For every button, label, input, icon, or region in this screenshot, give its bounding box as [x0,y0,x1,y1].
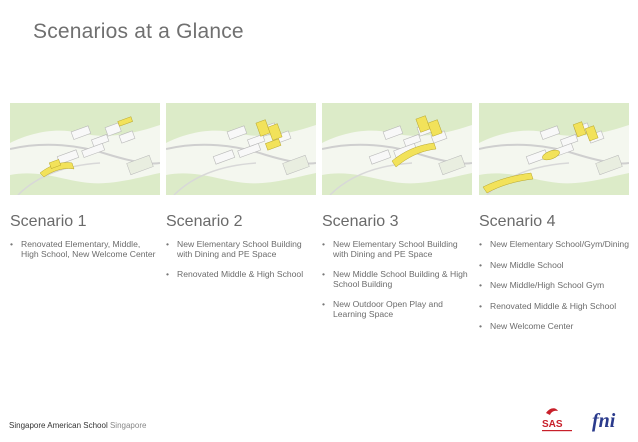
scenario-bullets [166,240,316,280]
footer [9,421,146,430]
scenario-4-column [479,103,629,343]
bullet-item: • New Middle/High School Gym [479,281,629,291]
fni-logo-text: fni [592,410,616,432]
scenario-2-site-plan-image [166,103,316,195]
bullet-item: • Renovated Middle & High School [166,270,316,280]
page-title: Scenarios at a Glance [33,20,244,43]
bullet-item: • New Middle School Building & High School Building [322,270,472,289]
logos [540,403,630,435]
scenario-bullets [479,240,629,332]
scenario-title: Scenario 2 [166,213,243,230]
sas-logo [542,408,572,431]
scenario-title: Scenario 3 [322,213,399,230]
scenario-title: Scenario 4 [479,213,556,230]
scenario-2-column [166,103,316,291]
bullet-item: • New Welcome Center [479,322,629,332]
bullet-item: • Renovated Middle & High School [479,302,629,312]
bullet-item: • New Elementary School Building with Dining and PE Space [322,240,472,259]
footer-school-name: Singapore American School [9,421,108,430]
bullet-item: • New Elementary School Building with Dining and PE Space [166,240,316,259]
fni-logo [592,410,616,432]
scenario-1-column [10,103,160,270]
scenario-1-site-plan-image [10,103,160,195]
bullet-item: • Renovated Elementary, Middle, High School, New Welcome Center [10,240,160,259]
bullet-item: • New Middle School [479,261,629,271]
scenario-bullets [10,240,160,259]
scenario-title: Scenario 1 [10,213,87,230]
footer-location: Singapore [109,421,147,430]
bullet-item: • New Outdoor Open Play and Learning Space [322,300,472,319]
scenario-3-column [322,103,472,331]
scenario-4-site-plan-image [479,103,629,195]
scenario-3-site-plan-image [322,103,472,195]
bullet-item: • New Elementary School/Gym/Dining [479,240,629,250]
sas-logo-text: SAS [542,419,563,430]
scenario-bullets [322,240,472,320]
